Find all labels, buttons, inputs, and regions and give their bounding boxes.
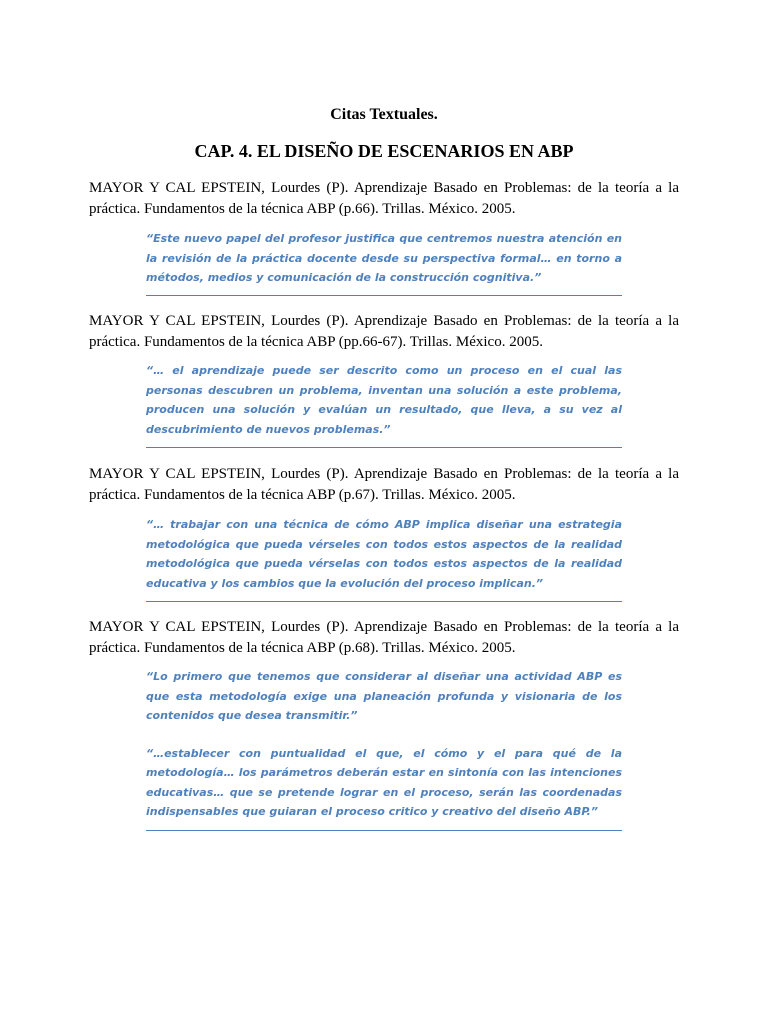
quote-text: “… el aprendizaje puede ser descrito como un proceso en el cual las personas descubren un problema, inventan una solución a este problema, producen una solución y evalúan un resultado, que lleva, a su vez al descubrimiento de nuevos problemas.” xyxy=(146,364,622,436)
quote-block xyxy=(146,229,622,296)
citation-reference: MAYOR Y CAL EPSTEIN, Lourdes (P). Aprendizaje Basado en Problemas: de la teoría a la práctica. Fundamentos de la técnica ABP (p.67). Trillas. México. 2005. xyxy=(89,466,679,503)
document-title: Citas Textuales. xyxy=(330,106,438,123)
quote-block xyxy=(146,515,622,602)
quote-text: “… trabajar con una técnica de cómo ABP implica diseñar una estrategia metodológica que pueda vérseles con todos estos aspectos de la realidad metodológica que pueda vérselas con todos estos aspectos de la realidad educativa y los cambios que la evolución del proceso implican.” xyxy=(146,518,622,590)
citation-reference: MAYOR Y CAL EPSTEIN, Lourdes (P). Aprendizaje Basado en Problemas: de la teoría a la práctica. Fundamentos de la técnica ABP (p.68). Trillas. México. 2005. xyxy=(89,619,679,656)
quote-block xyxy=(146,667,622,831)
quote-text: “Este nuevo papel del profesor justifica que centremos nuestra atención en la revisión de la práctica docente desde su perspectiva formal… en torno a métodos, medios y comunicación de la construcción cognitiva.” xyxy=(146,232,622,284)
chapter-heading: CAP. 4. EL DISEÑO DE ESCENARIOS EN ABP xyxy=(194,141,574,161)
citation-reference: MAYOR Y CAL EPSTEIN, Lourdes (P). Aprendizaje Basado en Problemas: de la teoría a la práctica. Fundamentos de la técnica ABP (p.66). Trillas. México. 2005. xyxy=(89,180,679,217)
quote-block xyxy=(146,361,622,448)
quote-text: “…establecer con puntualidad el que, el cómo y el para qué de la metodología… los parámetros deberán estar en sintonía con las intenciones educativas… que se pretende lograr en el proceso, serán las coordenadas indispensables que guiaran el proceso critico y creativo del diseño ABP.” xyxy=(146,746,622,818)
citation-reference: MAYOR Y CAL EPSTEIN, Lourdes (P). Aprendizaje Basado en Problemas: de la teoría a la práctica. Fundamentos de la técnica ABP (pp.66-67). Trillas. México. 2005. xyxy=(89,313,679,350)
quote-text: “Lo primero que tenemos que considerar al diseñar una actividad ABP es que esta metodología exige una planeación profunda y visionaria de los contenidos que desea transmitir.” xyxy=(146,670,622,722)
